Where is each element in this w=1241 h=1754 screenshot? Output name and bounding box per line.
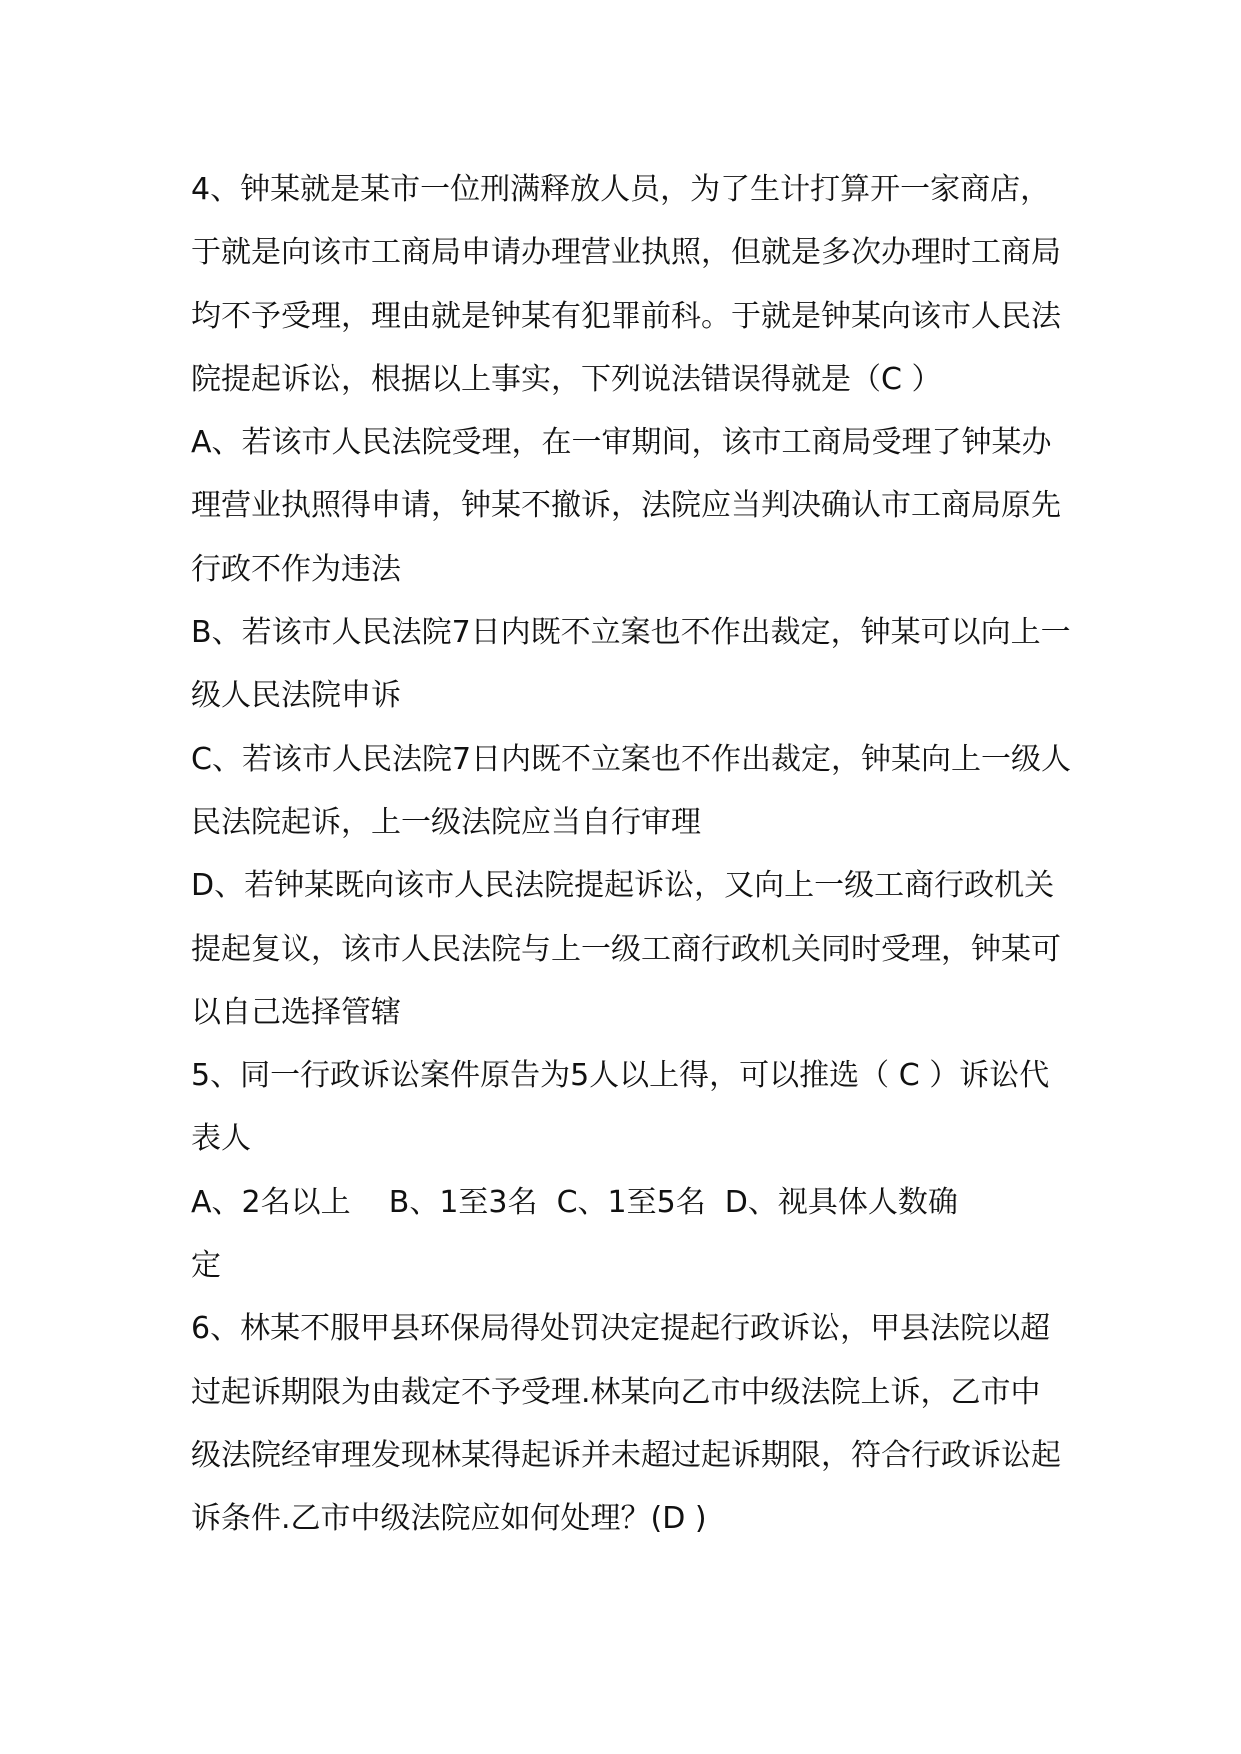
q4-option-c-line-1: C、若该市人民法院7日内既不立案也不作出裁定，钟某向上一级人 xyxy=(191,741,1072,777)
q4-option-a-line-1: A、若该市人民法院受理，在一审期间，该市工商局受理了钟某办 xyxy=(191,425,1052,461)
q4-option-b-line-1: B、若该市人民法院7日内既不立案也不作出裁定，钟某可以向上一 xyxy=(191,615,1071,651)
q4-stem-line-4: 院提起诉讼，根据以上事实，下列说法错误得就是（C ） xyxy=(191,361,942,397)
document-body xyxy=(191,158,1071,1551)
q4-stem-line-3: 均不予受理，理由就是钟某有犯罪前科。于就是钟某向该市人民法 xyxy=(191,298,1061,334)
q5-stem-line-1: 5、同一行政诉讼案件原告为5人以上得，可以推选（ C ）诉讼代 xyxy=(191,1058,1050,1094)
q4-stem-line-2: 于就是向该市工商局申请办理营业执照，但就是多次办理时工商局 xyxy=(191,235,1061,271)
q4-option-d-line-2: 提起复议，该市人民法院与上一级工商行政机关同时受理，钟某可 xyxy=(191,931,1061,967)
q4-stem-line-1: 4、钟某就是某市一位刑满释放人员，为了生计打算开一家商店， xyxy=(191,172,1051,207)
q5-options-line-2: 定 xyxy=(191,1248,221,1284)
q5-options-line-1: A、2名以上 B、1至3名 C、1至5名 D、视具体人数确 xyxy=(191,1184,958,1220)
q6-stem-line-2: 过起诉期限为由裁定不予受理.林某向乙市中级法院上诉，乙市中 xyxy=(191,1374,1041,1410)
q5-stem-line-2: 表人 xyxy=(191,1121,251,1157)
q4-option-c-line-2: 民法院起诉，上一级法院应当自行审理 xyxy=(191,804,701,840)
q6-stem-line-3: 级法院经审理发现林某得起诉并未超过起诉期限，符合行政诉讼起 xyxy=(191,1437,1061,1473)
q4-option-a-line-3: 行政不作为违法 xyxy=(191,551,401,587)
q4-option-b-line-2: 级人民法院申诉 xyxy=(191,678,401,714)
q4-option-d-line-1: D、若钟某既向该市人民法院提起诉讼，又向上一级工商行政机关 xyxy=(191,868,1055,904)
q4-option-a-line-2: 理营业执照得申请，钟某不撤诉，法院应当判决确认市工商局原先 xyxy=(191,488,1061,524)
q6-stem-line-4: 诉条件.乙市中级法院应如何处理？(D ) xyxy=(191,1501,707,1537)
q6-stem-line-1: 6、林某不服甲县环保局得处罚决定提起行政诉讼，甲县法院以超 xyxy=(191,1311,1051,1347)
q4-option-d-line-3: 以自己选择管辖 xyxy=(191,994,401,1030)
